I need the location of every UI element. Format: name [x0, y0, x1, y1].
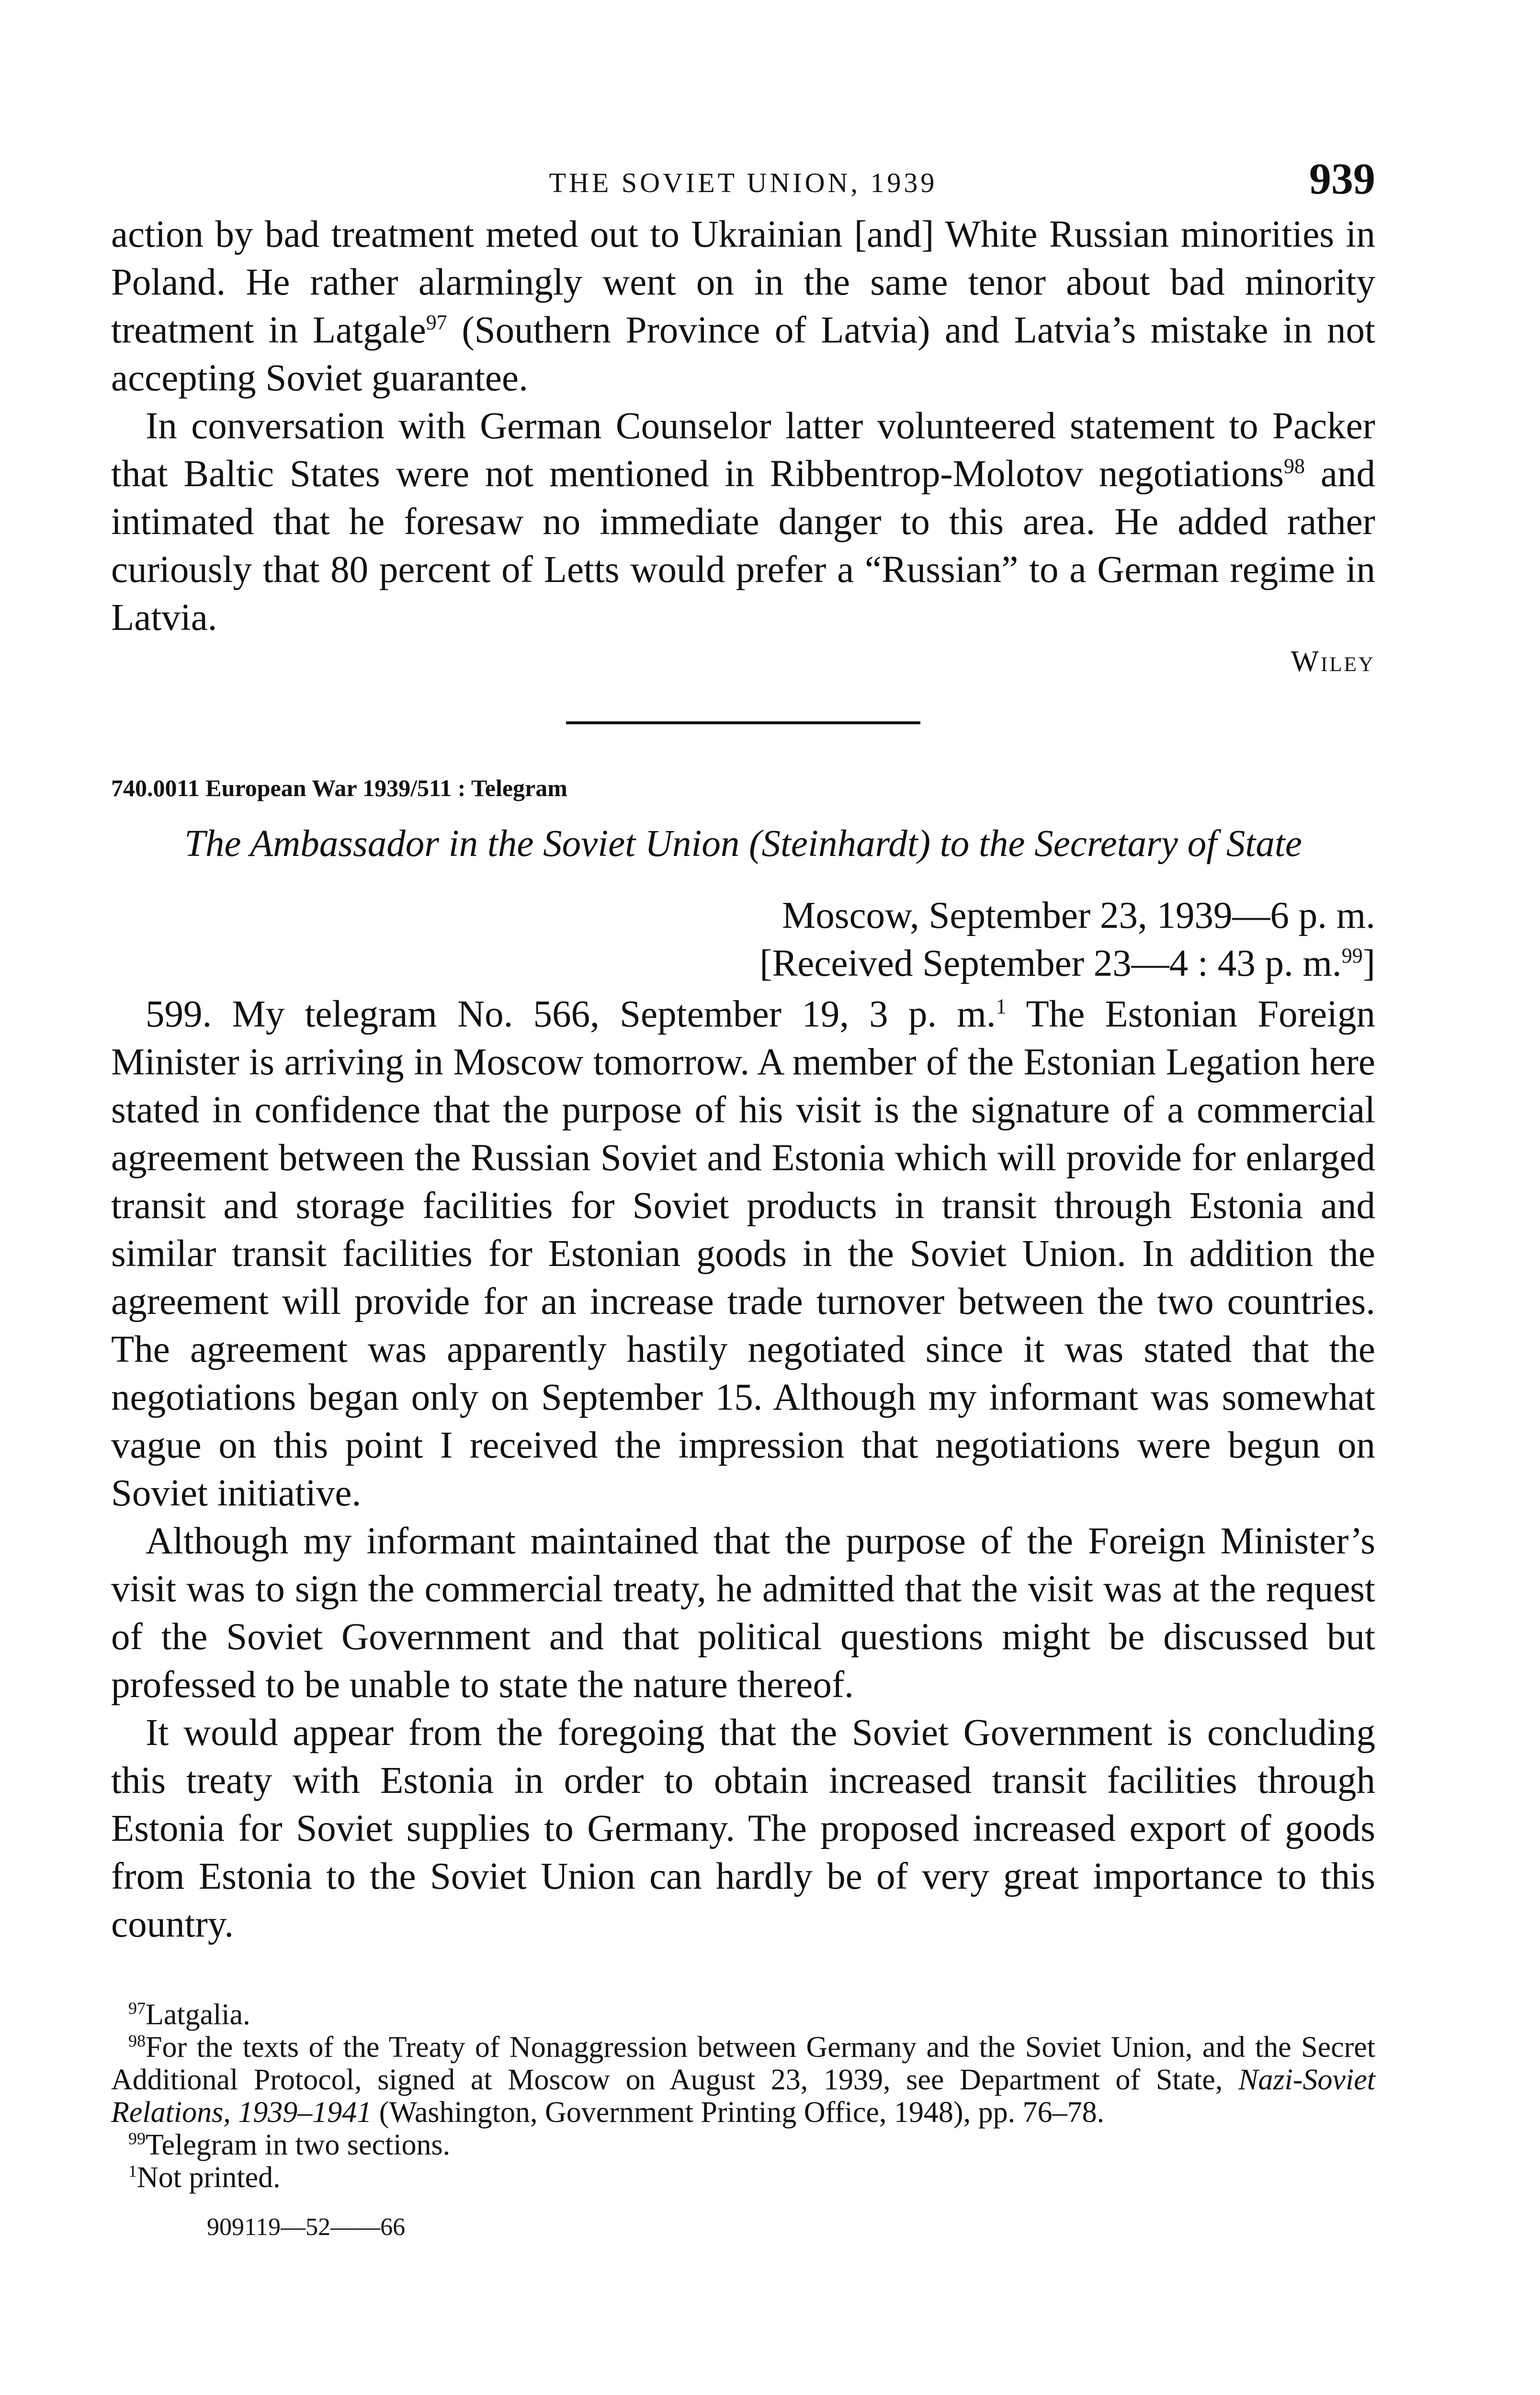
footnote-text: For the texts of the Treaty of Nonaggression between Germany and the Soviet Union, and the Secret Additional Protocol, signed at Moscow on August 23, 1939, see Department of State, — [111, 2031, 1375, 2096]
footnote-text-b: (Washington, Government Printing Office, 1948), pp. 76–78. — [372, 2096, 1105, 2129]
body-paragraph-1 — [111, 991, 1375, 1517]
footnote-text: Latgalia. — [146, 1998, 250, 2031]
page-number: 939 — [1309, 154, 1375, 203]
footnote-98 — [111, 2031, 1375, 2129]
body-paragraph-3: It would appear from the foregoing that the Soviet Government is concluding this treaty with Estonia in order to obtain increased transit facilities through Estonia for Soviet supplies to Germany. The proposed increased export of goods from Estonia to the Soviet Union can hardly be of very great importance to this country. — [111, 1712, 1375, 1945]
received-close: ] — [1362, 943, 1375, 984]
footnote-marker: 1 — [128, 2161, 137, 2181]
prev-paragraph-1-text: action by bad treatment meted out to Ukrainian [and] White Russian minorities in Poland. He rather alarmingly went on in the same tenor about bad minority treatment in Latgale — [111, 214, 1375, 351]
file-reference: 740.0011 European War 1939/511 : Telegram — [111, 775, 567, 801]
body-paragraph-2: Although my informant maintained that the purpose of the Foreign Minister’s visit was to sign the commercial treaty, he admitted that the visit was at the request of the Soviet Government and that political questions might be discussed but professed to be unable to state the nature thereof. — [111, 1520, 1375, 1706]
footnote-marker: 97 — [128, 1998, 146, 2018]
prev-paragraph-2 — [111, 402, 1375, 642]
prev-paragraph-1-text-b: (Southern Province of Latvia) and Latvia’s mistake in not accepting Soviet guarantee. — [111, 309, 1375, 399]
document-heading: The Ambassador in the Soviet Union (Steinhardt) to the Secretary of State — [184, 823, 1302, 865]
document-page — [111, 144, 1375, 2241]
footnotes — [111, 1998, 1375, 2194]
footnote-ref-97[interactable]: 97 — [426, 310, 447, 334]
footnote-citation-title: Nazi-Soviet Relations, 1939–1941 — [111, 2064, 1375, 2129]
footnote-99 — [111, 2129, 1375, 2161]
footnote-text: Not printed. — [137, 2161, 281, 2194]
prev-paragraph-2-text-b: and intimated that he foresaw no immediate danger to this area. He added rather curiously that 80 percent of Letts would prefer a “Russian” to a German regime in Latvia. — [111, 453, 1375, 639]
footnote-1 — [111, 2161, 1375, 2194]
section-divider — [566, 721, 920, 724]
footnote-text: Telegram in two sections. — [146, 2129, 451, 2161]
prev-paragraph-1 — [111, 211, 1375, 402]
body-paragraph-1-text-b: The Estonian Foreign Minister is arriving in Moscow tomorrow. A member of the Estonian Legation here stated in confidence that the purpose of his visit is the signature of a commercial agreement between the Russian Soviet and Estonia which will provide for enlarged transit and storage facilities for Soviet products in transit through Estonia and similar transit facilities for Estonian goods in the Soviet Union. In addition the agreement will provide for an increase trade turnover between the two countries. The agreement was apparently hastily negotiated since it was stated that the negotiations began only on September 15. Although my informant was somewhat vague on this point I received the impression that negotiations were begun on Soviet initiative. — [111, 993, 1375, 1514]
dateline — [111, 892, 1375, 988]
prev-paragraph-2-text: In conversation with German Counselor latter volunteered statement to Packer that Baltic States were not mentioned in Ribbentrop-Molotov negotiations — [111, 405, 1375, 495]
received-line — [111, 940, 1375, 988]
footnote-ref-99[interactable]: 99 — [1341, 944, 1363, 968]
dateline-place-date: Moscow, September 23, 1939—6 p. m. — [781, 895, 1375, 936]
footnote-marker: 98 — [128, 2031, 146, 2051]
footnote-ref-1[interactable]: 1 — [996, 994, 1007, 1018]
footnote-ref-98[interactable]: 98 — [1283, 454, 1305, 478]
running-head — [111, 144, 1375, 211]
running-title: THE SOVIET UNION, 1939 — [549, 167, 938, 198]
signature: Wiley — [1291, 645, 1375, 678]
footnote-marker: 99 — [128, 2129, 146, 2148]
footnote-97 — [111, 1998, 1375, 2031]
body-paragraph-1-text: 599. My telegram No. 566, September 19, 3 p. m. — [146, 993, 996, 1035]
print-code: 909119—52——66 — [207, 2213, 406, 2241]
received-text: [Received September 23—4 : 43 p. m. — [759, 943, 1342, 984]
